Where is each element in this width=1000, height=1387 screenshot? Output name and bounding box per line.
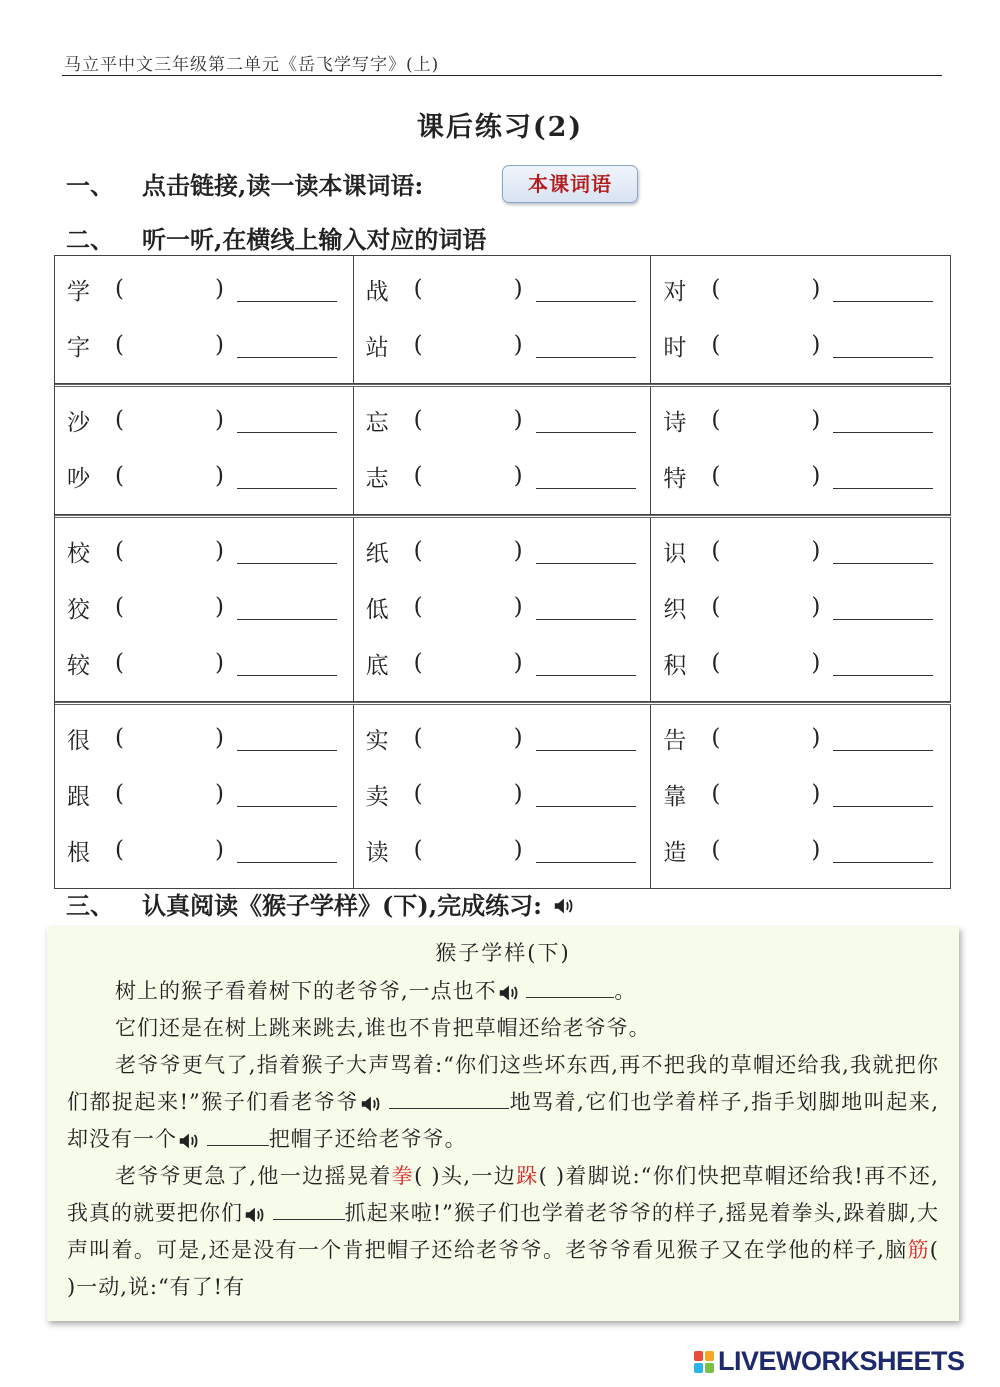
pinyin-input[interactable] bbox=[434, 463, 514, 489]
word-input[interactable] bbox=[536, 838, 636, 863]
pinyin-input[interactable] bbox=[434, 725, 514, 751]
open-paren: ( bbox=[115, 725, 124, 751]
pinyin-input[interactable] bbox=[731, 781, 811, 807]
close-paren: ) bbox=[215, 407, 224, 433]
grid-row bbox=[354, 579, 651, 635]
target-character: 造 bbox=[663, 839, 687, 866]
open-paren: ( bbox=[115, 538, 124, 564]
open-paren: ( bbox=[711, 650, 721, 676]
story-title: 猴子学样(下) bbox=[435, 941, 571, 965]
brand-text: LIVEWORKSHEETS bbox=[718, 1346, 965, 1376]
word-input[interactable] bbox=[833, 464, 933, 489]
grid-row bbox=[651, 822, 950, 878]
pinyin-input[interactable] bbox=[731, 594, 811, 620]
pinyin-field[interactable] bbox=[115, 463, 237, 489]
grid-group bbox=[55, 702, 951, 889]
target-character: 诗 bbox=[663, 409, 687, 436]
word-input[interactable] bbox=[833, 726, 933, 751]
open-paren: ( bbox=[115, 781, 124, 807]
grid-row bbox=[55, 635, 353, 691]
page-header: 马立平中文三年级第二单元《岳飞学写字》(上) bbox=[64, 55, 440, 75]
pinyin-field[interactable] bbox=[115, 650, 237, 676]
open-paren: ( bbox=[413, 650, 423, 676]
section-1-number: 一、 bbox=[66, 171, 114, 200]
pinyin-input[interactable] bbox=[434, 276, 514, 302]
open-paren: ( bbox=[711, 276, 721, 302]
close-paren: ) bbox=[215, 650, 224, 676]
word-input[interactable] bbox=[833, 651, 933, 676]
target-character: 纸 bbox=[365, 540, 389, 567]
close-paren: ) bbox=[215, 332, 224, 358]
grid-column bbox=[354, 256, 652, 383]
grid-column bbox=[55, 705, 354, 888]
answer-input[interactable] bbox=[207, 1123, 269, 1146]
word-input[interactable] bbox=[833, 539, 933, 564]
grid-column bbox=[354, 705, 652, 888]
pinyin-input[interactable] bbox=[135, 781, 215, 807]
grid-column bbox=[651, 705, 951, 888]
pinyin-field[interactable] bbox=[711, 538, 833, 564]
open-paren: ( bbox=[413, 332, 423, 358]
open-paren: ( bbox=[711, 781, 721, 807]
close-paren: ) bbox=[513, 781, 523, 807]
grid-row bbox=[55, 579, 353, 635]
close-paren: ) bbox=[513, 725, 523, 751]
section-2-heading bbox=[66, 220, 486, 255]
story-text: 老爷爷更气了,指着猴子大声骂着:“你们这些坏东西,再不把我的草帽还给我,我就把你们都捉起来!”猴子们看老爷爷 bbox=[67, 1053, 939, 1114]
open-paren: ( bbox=[115, 332, 124, 358]
grid-row bbox=[651, 261, 950, 317]
pinyin-input[interactable] bbox=[135, 725, 215, 751]
story-paragraph bbox=[67, 973, 939, 1010]
section-3-text: 认真阅读《猴子学样》(下),完成练习: bbox=[142, 891, 542, 920]
grid-row bbox=[651, 392, 950, 448]
close-paren: ) bbox=[811, 538, 821, 564]
pinyin-input[interactable] bbox=[135, 276, 215, 302]
close-paren: ) bbox=[811, 781, 821, 807]
close-paren: ) bbox=[215, 837, 224, 863]
word-input[interactable] bbox=[833, 595, 933, 620]
target-character: 对 bbox=[663, 278, 687, 305]
target-character: 吵 bbox=[67, 465, 90, 492]
close-paren: ) bbox=[811, 725, 821, 751]
story-text: 把帽子还给老爷爷。 bbox=[268, 1127, 467, 1151]
speaker-icon[interactable] bbox=[177, 1130, 199, 1152]
vocabulary-link-button[interactable]: 本课词语 bbox=[502, 165, 638, 203]
pinyin-field[interactable] bbox=[115, 725, 237, 751]
target-character: 很 bbox=[67, 727, 90, 754]
pinyin-input[interactable] bbox=[434, 407, 514, 433]
grid-row bbox=[651, 710, 950, 766]
open-paren: ( bbox=[115, 463, 124, 489]
pinyin-field[interactable] bbox=[115, 837, 237, 863]
story-text: 。 bbox=[614, 979, 637, 1003]
pinyin-input[interactable] bbox=[731, 276, 811, 302]
close-paren: ) bbox=[811, 837, 821, 863]
open-paren: ( bbox=[413, 594, 423, 620]
word-input[interactable] bbox=[833, 782, 933, 807]
target-character: 读 bbox=[365, 839, 389, 866]
pinyin-field[interactable] bbox=[115, 276, 237, 302]
story-paragraph: 它们还是在树上跳来跳去,谁也不肯把草帽还给老爷爷。 bbox=[115, 1016, 651, 1040]
speaker-icon[interactable] bbox=[552, 895, 574, 917]
close-paren: ) bbox=[215, 781, 224, 807]
grid-row bbox=[55, 261, 353, 317]
highlight-char: 筋 bbox=[907, 1238, 930, 1262]
header-divider bbox=[62, 75, 942, 76]
pinyin-input[interactable] bbox=[434, 538, 514, 564]
grid-row bbox=[354, 392, 651, 448]
pinyin-field[interactable] bbox=[414, 837, 536, 863]
pinyin-field[interactable] bbox=[711, 407, 833, 433]
grid-row bbox=[55, 317, 353, 373]
pinyin-field[interactable] bbox=[115, 407, 237, 433]
grid-group bbox=[55, 515, 951, 702]
liveworksheets-logo bbox=[694, 1346, 965, 1377]
open-paren: ( bbox=[711, 837, 721, 863]
pinyin-field[interactable] bbox=[115, 332, 237, 358]
grid-row bbox=[55, 392, 353, 448]
section-2-number: 二、 bbox=[66, 225, 114, 254]
open-paren: ( bbox=[413, 407, 423, 433]
close-paren: ) bbox=[215, 538, 224, 564]
word-input[interactable] bbox=[833, 838, 933, 863]
open-paren: ( bbox=[413, 725, 423, 751]
section-1-heading bbox=[66, 166, 423, 201]
grid-row bbox=[354, 523, 651, 579]
word-input[interactable] bbox=[237, 408, 337, 433]
open-paren: ( bbox=[711, 725, 721, 751]
pinyin-input[interactable] bbox=[135, 463, 215, 489]
open-paren: ( bbox=[711, 463, 721, 489]
pinyin-input[interactable] bbox=[434, 650, 514, 676]
close-paren: ) bbox=[215, 725, 224, 751]
pinyin-field[interactable] bbox=[414, 407, 536, 433]
grid-row bbox=[354, 766, 651, 822]
word-input[interactable] bbox=[536, 408, 636, 433]
close-paren: ) bbox=[513, 407, 523, 433]
grid-column bbox=[651, 518, 951, 701]
pinyin-field[interactable] bbox=[711, 332, 833, 358]
open-paren: ( bbox=[711, 407, 721, 433]
word-input[interactable] bbox=[536, 782, 636, 807]
pinyin-field[interactable] bbox=[414, 781, 536, 807]
target-character: 卖 bbox=[365, 783, 389, 810]
target-character: 实 bbox=[365, 727, 389, 754]
grid-column bbox=[55, 518, 354, 701]
word-input[interactable] bbox=[833, 333, 933, 358]
close-paren: ) bbox=[811, 650, 821, 676]
pinyin-input[interactable] bbox=[434, 594, 514, 620]
grid-row bbox=[354, 317, 651, 373]
word-input[interactable] bbox=[237, 333, 337, 358]
grid-column bbox=[55, 387, 354, 514]
pinyin-field[interactable] bbox=[414, 276, 536, 302]
grid-row bbox=[55, 710, 353, 766]
word-input[interactable] bbox=[833, 277, 933, 302]
pinyin-input[interactable] bbox=[731, 332, 811, 358]
target-character: 识 bbox=[663, 540, 687, 567]
story-paragraph bbox=[67, 1047, 939, 1158]
target-character: 校 bbox=[67, 540, 90, 567]
grid-column bbox=[354, 387, 652, 514]
pinyin-field[interactable] bbox=[711, 594, 833, 620]
grid-column bbox=[55, 256, 354, 383]
grid-row bbox=[354, 448, 651, 504]
highlight-char: 跺 bbox=[516, 1164, 539, 1188]
open-paren: ( bbox=[711, 594, 721, 620]
story-text: 树上的猴子看着树下的老爷爷,一点也不 bbox=[115, 979, 497, 1003]
close-paren: ) bbox=[215, 594, 224, 620]
section-3-heading bbox=[66, 886, 574, 921]
grid-row bbox=[55, 822, 353, 878]
open-paren: ( bbox=[413, 463, 423, 489]
story-text: ( )头,一边 bbox=[414, 1164, 517, 1188]
grid-row bbox=[651, 523, 950, 579]
pinyin-input[interactable] bbox=[731, 463, 811, 489]
close-paren: ) bbox=[513, 837, 523, 863]
word-input[interactable] bbox=[237, 539, 337, 564]
story-text: 地骂着,它们也学着样子,指手划脚地叫起来,却没有一个 bbox=[67, 1090, 939, 1151]
grid-group bbox=[55, 256, 951, 384]
target-character: 积 bbox=[663, 652, 687, 679]
open-paren: ( bbox=[413, 781, 423, 807]
open-paren: ( bbox=[115, 837, 124, 863]
close-paren: ) bbox=[513, 594, 523, 620]
word-input[interactable] bbox=[237, 595, 337, 620]
grid-row bbox=[651, 579, 950, 635]
open-paren: ( bbox=[115, 276, 124, 302]
pinyin-field[interactable] bbox=[115, 594, 237, 620]
story-text: ( )一动,说:“有了!有 bbox=[67, 1238, 939, 1299]
answer-input[interactable] bbox=[389, 1086, 509, 1109]
open-paren: ( bbox=[711, 538, 721, 564]
open-paren: ( bbox=[711, 332, 721, 358]
word-input[interactable] bbox=[833, 408, 933, 433]
speaker-icon[interactable] bbox=[359, 1093, 381, 1115]
word-input[interactable] bbox=[536, 277, 636, 302]
target-character: 志 bbox=[365, 465, 389, 492]
close-paren: ) bbox=[513, 276, 523, 302]
pinyin-field[interactable] bbox=[414, 594, 536, 620]
word-input[interactable] bbox=[237, 464, 337, 489]
target-character: 靠 bbox=[663, 783, 687, 810]
word-input[interactable] bbox=[536, 539, 636, 564]
speaker-icon[interactable] bbox=[497, 982, 519, 1004]
grid-column bbox=[651, 256, 951, 383]
target-character: 告 bbox=[663, 727, 687, 754]
pinyin-field[interactable] bbox=[711, 276, 833, 302]
grid-row bbox=[55, 523, 353, 579]
target-character: 字 bbox=[67, 334, 90, 361]
target-character: 根 bbox=[67, 839, 90, 866]
open-paren: ( bbox=[115, 650, 124, 676]
pinyin-input[interactable] bbox=[731, 538, 811, 564]
pinyin-field[interactable] bbox=[711, 463, 833, 489]
close-paren: ) bbox=[811, 332, 821, 358]
pinyin-field[interactable] bbox=[414, 332, 536, 358]
pinyin-field[interactable] bbox=[711, 781, 833, 807]
word-input[interactable] bbox=[536, 333, 636, 358]
target-character: 站 bbox=[365, 334, 389, 361]
pinyin-input[interactable] bbox=[135, 332, 215, 358]
close-paren: ) bbox=[513, 650, 523, 676]
pinyin-field[interactable] bbox=[711, 650, 833, 676]
target-character: 战 bbox=[365, 278, 389, 305]
word-input[interactable] bbox=[237, 726, 337, 751]
grid-row bbox=[55, 766, 353, 822]
close-paren: ) bbox=[215, 463, 224, 489]
section-2-text: 听一听,在横线上输入对应的词语 bbox=[142, 225, 487, 254]
target-character: 底 bbox=[365, 652, 389, 679]
close-paren: ) bbox=[513, 463, 523, 489]
grid-row bbox=[354, 822, 651, 878]
story-text: ( )着脚说:“你们快把草帽还给我!再不还,我真的就要把你们 bbox=[67, 1164, 939, 1225]
close-paren: ) bbox=[811, 407, 821, 433]
close-paren: ) bbox=[215, 276, 224, 302]
close-paren: ) bbox=[513, 538, 523, 564]
pinyin-input[interactable] bbox=[731, 837, 811, 863]
pinyin-input[interactable] bbox=[731, 725, 811, 751]
pinyin-input[interactable] bbox=[434, 332, 514, 358]
highlight-char: 拳 bbox=[391, 1164, 415, 1188]
pinyin-input[interactable] bbox=[135, 594, 215, 620]
pinyin-input[interactable] bbox=[135, 538, 215, 564]
grid-row bbox=[651, 317, 950, 373]
story-text: 抓起来啦!”猴子们也学着老爷爷的样子,摇晃着拳头,跺着脚,大声叫着。可是,还是没有一个肯把帽子还给老爷爷。老爷爷看见猴子又在学他的样子,脑 bbox=[67, 1201, 940, 1262]
target-character: 特 bbox=[663, 465, 687, 492]
close-paren: ) bbox=[513, 332, 523, 358]
pinyin-input[interactable] bbox=[434, 781, 514, 807]
word-input[interactable] bbox=[536, 464, 636, 489]
logo-mark-icon bbox=[694, 1351, 714, 1373]
close-paren: ) bbox=[811, 594, 821, 620]
pinyin-field[interactable] bbox=[414, 650, 536, 676]
word-input[interactable] bbox=[237, 651, 337, 676]
target-character: 沙 bbox=[67, 409, 90, 436]
close-paren: ) bbox=[811, 276, 821, 302]
word-input[interactable] bbox=[536, 726, 636, 751]
open-paren: ( bbox=[413, 837, 423, 863]
open-paren: ( bbox=[413, 276, 423, 302]
character-grid bbox=[54, 255, 951, 889]
section-1-text: 点击链接,读一读本课词语: bbox=[142, 171, 424, 200]
target-character: 织 bbox=[663, 596, 687, 623]
word-input[interactable] bbox=[536, 651, 636, 676]
target-character: 时 bbox=[663, 334, 687, 361]
pinyin-input[interactable] bbox=[135, 407, 215, 433]
section-3-number: 三、 bbox=[66, 891, 114, 920]
grid-row bbox=[354, 710, 651, 766]
story-text: 老爷爷更急了,他一边摇晃着 bbox=[115, 1164, 392, 1188]
target-character: 低 bbox=[365, 596, 389, 623]
target-character: 较 bbox=[67, 652, 90, 679]
target-character: 跟 bbox=[67, 783, 90, 810]
target-character: 狡 bbox=[67, 596, 90, 623]
pinyin-input[interactable] bbox=[731, 650, 811, 676]
grid-column bbox=[651, 387, 951, 514]
word-input[interactable] bbox=[536, 595, 636, 620]
target-character: 忘 bbox=[365, 409, 389, 436]
grid-column bbox=[354, 518, 652, 701]
story-paragraph bbox=[67, 1158, 939, 1306]
pinyin-field[interactable] bbox=[414, 463, 536, 489]
page-title: 课后练习(2) bbox=[416, 112, 584, 143]
pinyin-field[interactable] bbox=[414, 538, 536, 564]
pinyin-input[interactable] bbox=[731, 407, 811, 433]
word-input[interactable] bbox=[237, 782, 337, 807]
story-panel bbox=[47, 927, 959, 1321]
word-input[interactable] bbox=[237, 277, 337, 302]
open-paren: ( bbox=[413, 538, 423, 564]
pinyin-field[interactable] bbox=[115, 538, 237, 564]
grid-row bbox=[651, 635, 950, 691]
pinyin-field[interactable] bbox=[711, 837, 833, 863]
grid-group bbox=[55, 384, 951, 515]
story-body bbox=[67, 973, 939, 1306]
target-character: 学 bbox=[67, 278, 90, 305]
grid-row bbox=[651, 766, 950, 822]
pinyin-input[interactable] bbox=[135, 650, 215, 676]
pinyin-input[interactable] bbox=[434, 837, 514, 863]
grid-row bbox=[651, 448, 950, 504]
open-paren: ( bbox=[115, 407, 124, 433]
grid-row bbox=[354, 261, 651, 317]
speaker-icon[interactable] bbox=[243, 1204, 265, 1226]
open-paren: ( bbox=[115, 594, 124, 620]
close-paren: ) bbox=[811, 463, 821, 489]
word-input[interactable] bbox=[237, 838, 337, 863]
answer-input[interactable] bbox=[273, 1197, 345, 1220]
pinyin-field[interactable] bbox=[414, 725, 536, 751]
pinyin-field[interactable] bbox=[711, 725, 833, 751]
answer-input[interactable] bbox=[526, 975, 614, 998]
pinyin-input[interactable] bbox=[135, 837, 215, 863]
grid-row bbox=[55, 448, 353, 504]
grid-row bbox=[354, 635, 651, 691]
pinyin-field[interactable] bbox=[115, 781, 237, 807]
